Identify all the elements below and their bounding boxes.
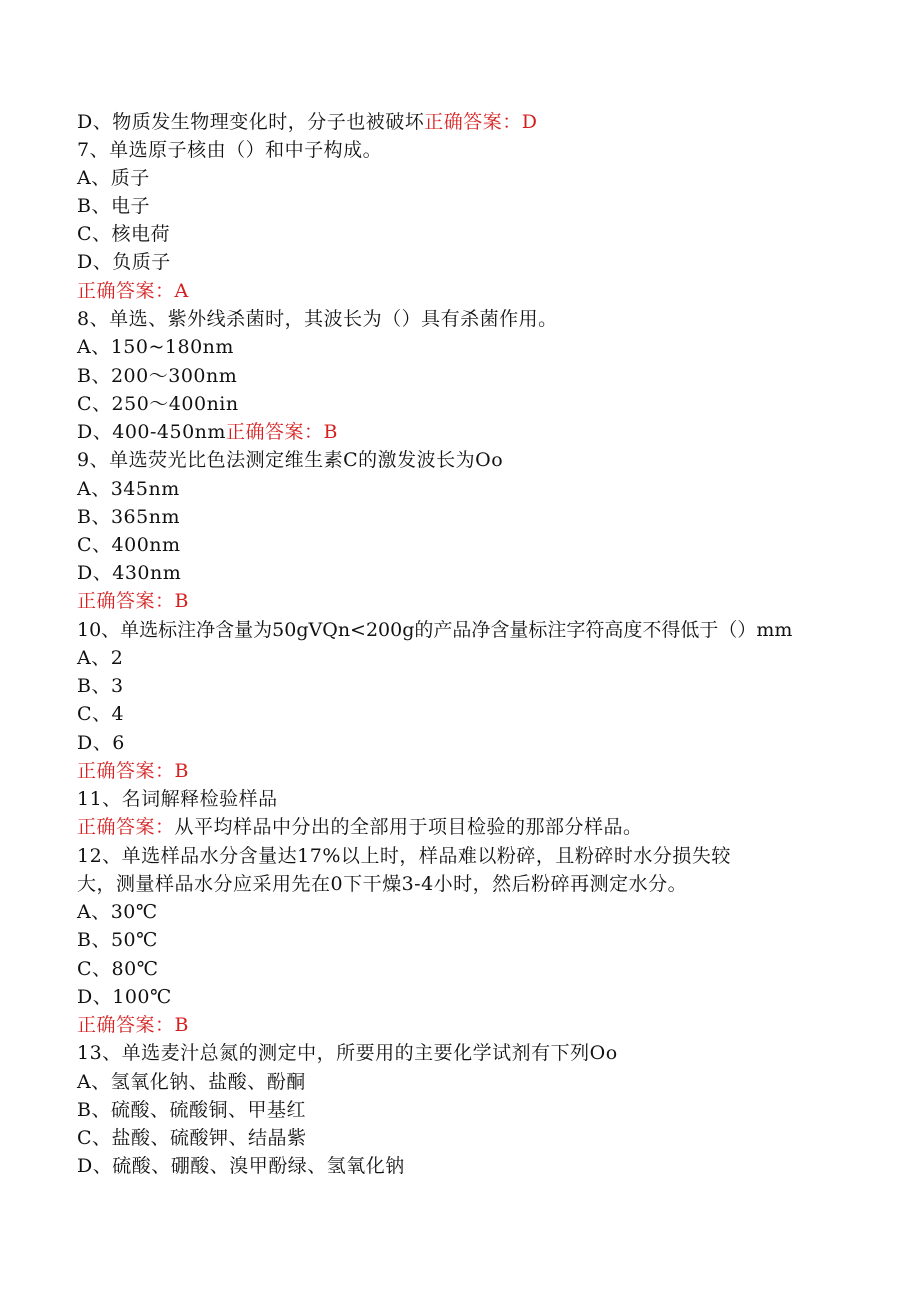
option-line: C、80℃ <box>77 958 159 980</box>
answer-line <box>77 277 189 305</box>
question-line: 8、单选、紫外线杀菌时，其波长为（）具有杀菌作用。 <box>77 308 558 330</box>
option-line: A、氢氧化钠、盐酸、酚酮 <box>77 1071 306 1093</box>
option-line: A、质子 <box>77 167 150 189</box>
answer-label: 正确答案：B <box>77 1014 189 1036</box>
option-line: A、345nm <box>77 478 180 500</box>
question-line: 9、单选荧光比色法测定维生素C的激发波长为Oo <box>77 449 504 471</box>
answer-label: 正确答案：D <box>424 111 538 133</box>
answer-label: 正确答案：B <box>225 421 338 443</box>
answer-line: 正确答案：从平均样品中分出的全部用于项目检验的那部分样品。 <box>77 816 643 838</box>
question-line: 11、名词解释检验样品 <box>77 788 278 810</box>
option-line: D、硫酸、硼酸、溴甲酚绿、氢氧化钠 <box>77 1155 405 1177</box>
option-line: D、负质子 <box>77 251 171 273</box>
answer-label: 正确答案：B <box>77 590 189 612</box>
option-line: C、250～400nin <box>77 393 239 415</box>
option-line: A、30℃ <box>77 901 158 923</box>
question-line: 12、单选样品水分含量达17%以上时，样品难以粉碎，且粉碎时水分损失较 <box>77 845 731 867</box>
answer-label: 正确答案：B <box>77 760 189 782</box>
option-line: C、盐酸、硫酸钾、结晶紫 <box>77 1127 307 1149</box>
option-line: B、3 <box>77 675 124 697</box>
question-line: 13、单选麦汁总氮的测定中，所要用的主要化学试剂有下列Oo <box>77 1042 618 1064</box>
option-line: B、200～300nm <box>77 365 238 387</box>
option-line: D、430nm <box>77 562 182 584</box>
option-line: A、150~180nm <box>77 336 234 358</box>
option-line: B、365nm <box>77 506 180 528</box>
option-line: D、6 <box>77 732 125 754</box>
option-line: C、4 <box>77 703 125 725</box>
option-line: D、400-450nm正确答案：B <box>77 421 338 443</box>
question-line: 7、单选原子核由（）和中子构成。 <box>77 139 383 161</box>
option-line: D、100℃ <box>77 986 172 1008</box>
option-line: B、电子 <box>77 195 150 217</box>
answer-line <box>77 1011 189 1039</box>
question-line: 10、单选标注净含量为50gVQn<200g的产品净含量标注字符高度不得低于（）mm <box>77 619 793 641</box>
option-line: A、2 <box>77 647 124 669</box>
answer-label: 正确答案：A <box>77 280 189 302</box>
option-line: B、硫酸、硫酸铜、甲基红 <box>77 1099 306 1121</box>
answer-label: 正确答案： <box>77 816 175 838</box>
option-line: C、核电荷 <box>77 223 171 245</box>
option-line: C、400nm <box>77 534 181 556</box>
question-line-continued: 大，测量样品水分应采用先在0下干燥3-4小时，然后粉碎再测定水分。 <box>77 873 688 895</box>
answer-line <box>77 587 189 615</box>
option-line: B、50℃ <box>77 929 158 951</box>
option-line: D、物质发生物理变化时，分子也被破坏正确答案：D <box>77 111 538 133</box>
answer-line <box>77 757 189 785</box>
